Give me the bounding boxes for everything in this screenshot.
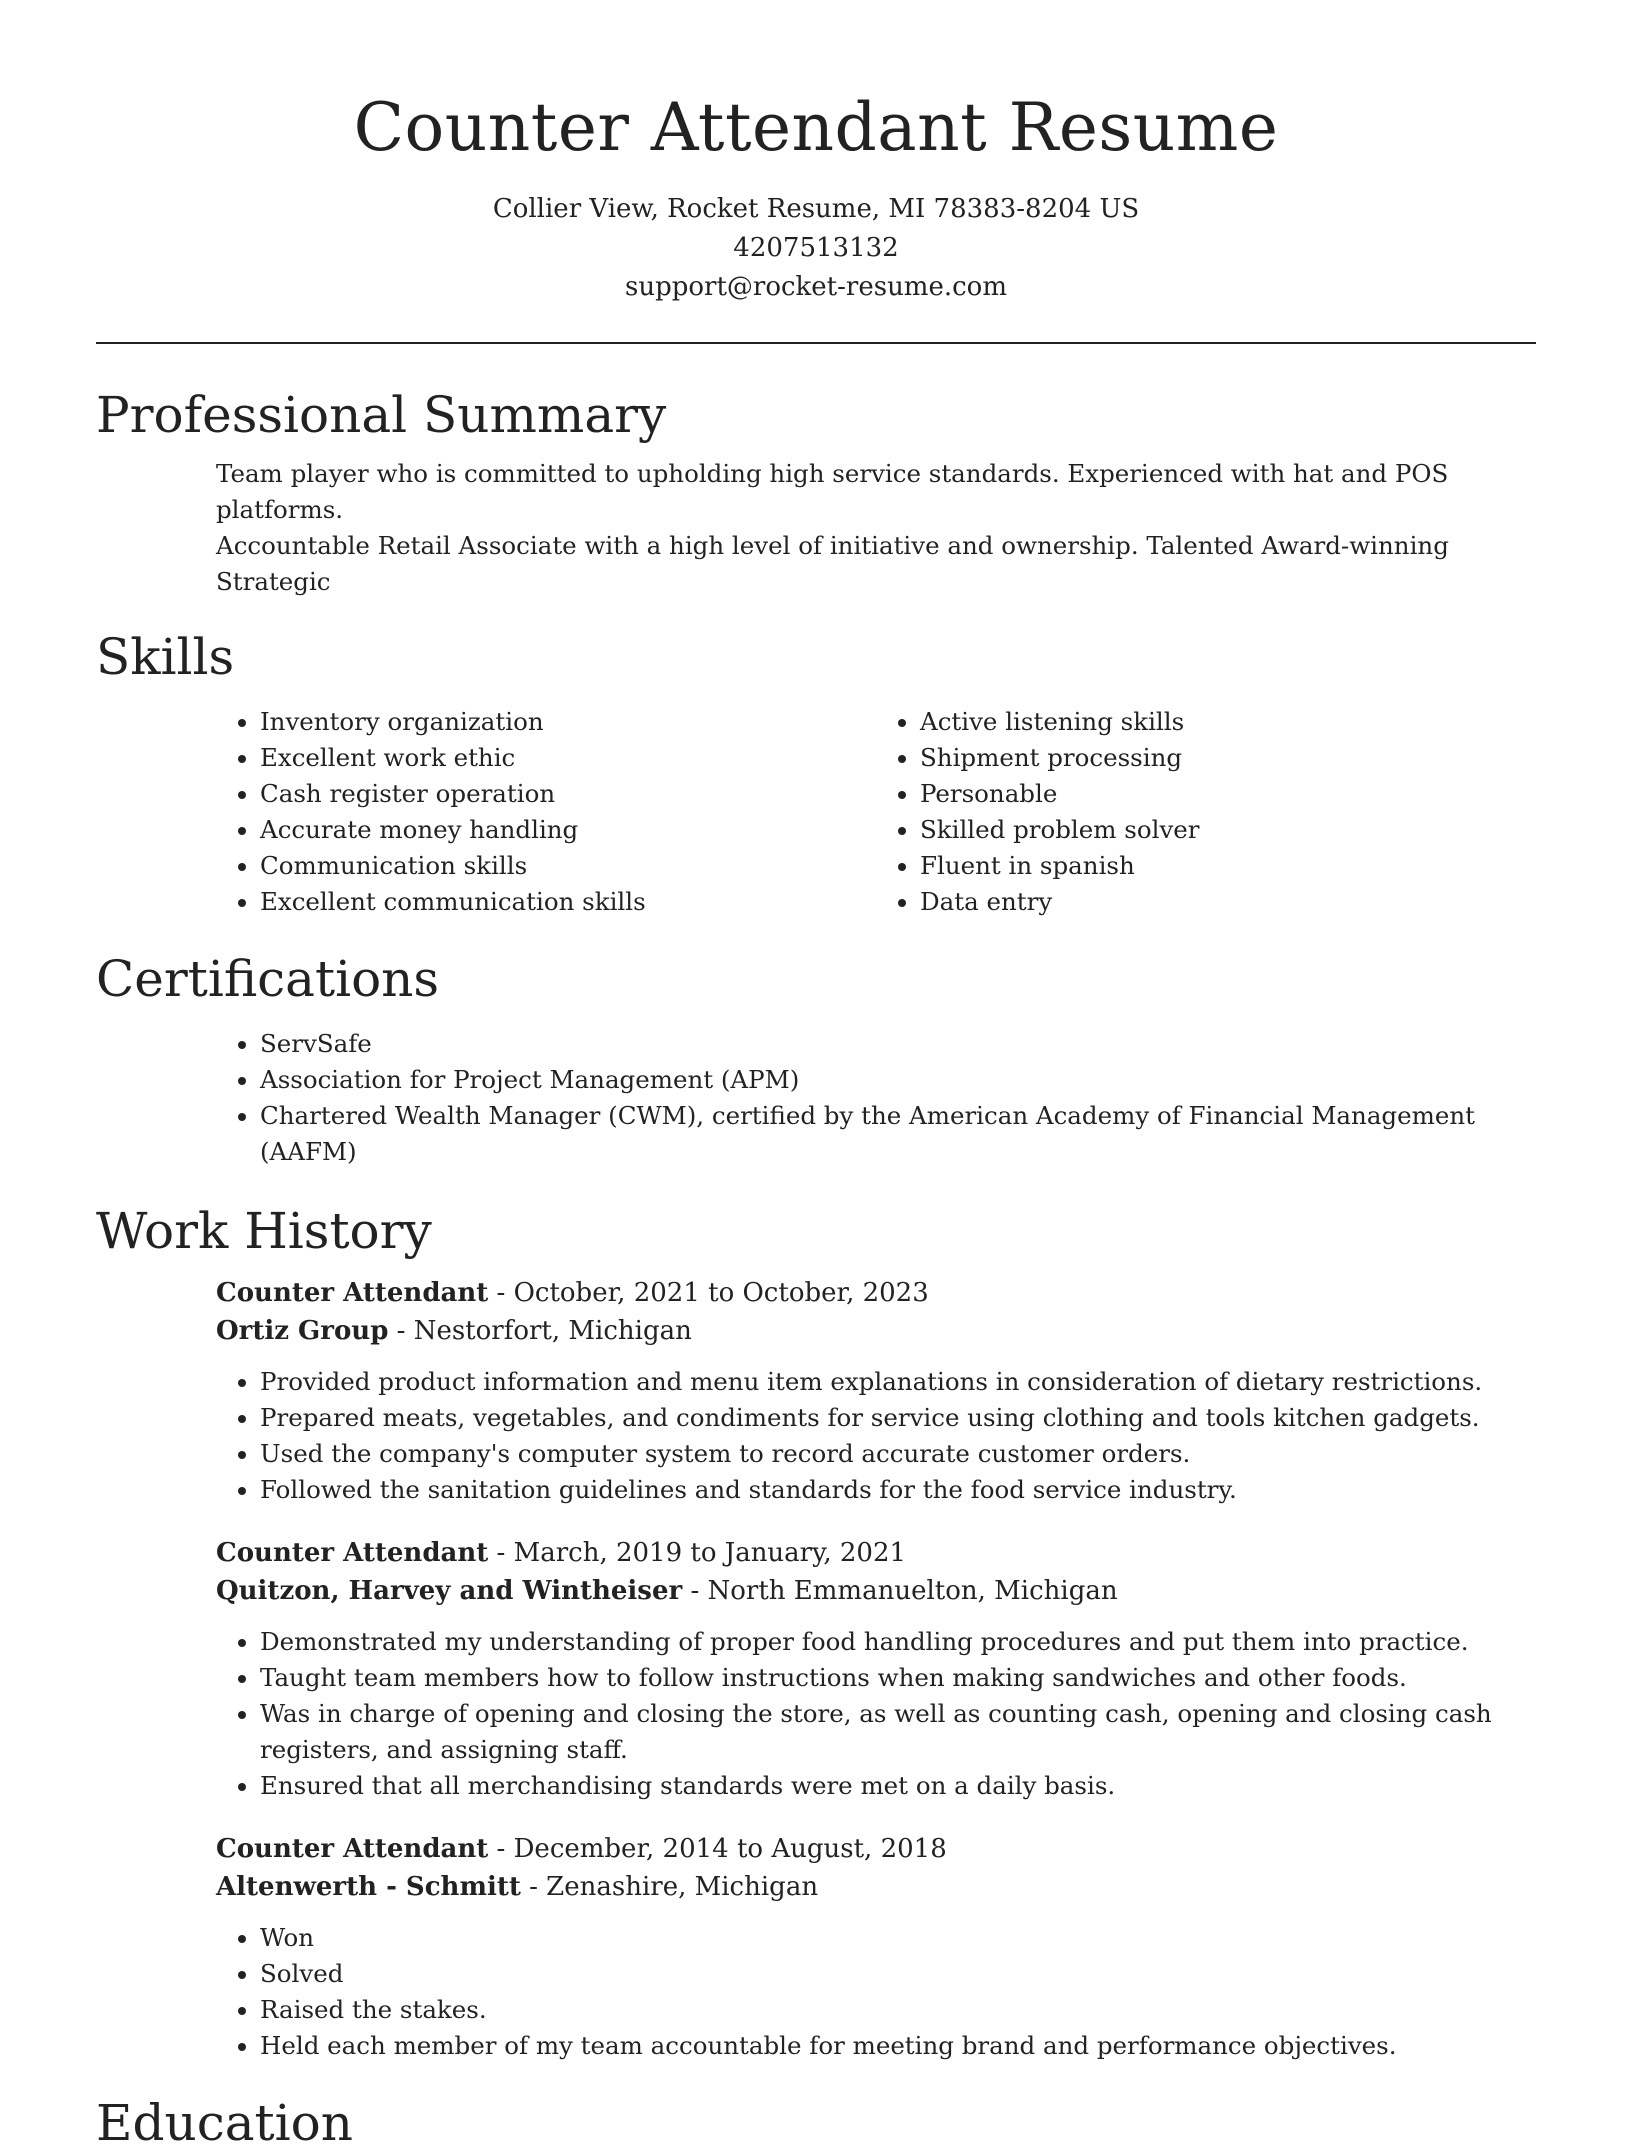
job-bullet: • Followed the sanitation guidelines and standards for the food service industry. [260, 1472, 1536, 1508]
skill-item: • Cash register operation [260, 776, 876, 812]
job-company-line [216, 1868, 1536, 1906]
job-title: Counter Attendant [216, 1538, 489, 1568]
skill-item: • Excellent communication skills [260, 884, 876, 920]
job-bullets [216, 1920, 1536, 2064]
job-entry [96, 1830, 1536, 2064]
summary-line: Accountable Retail Associate with a high level of initiative and ownership. Talented Award-winning Strategic [216, 531, 1449, 596]
job-dates: - October, 2021 to October, 2023 [488, 1278, 929, 1308]
job-bullet: • Was in charge of opening and closing the store, as well as counting cash, opening and closing cash registers, and assigning staff. [260, 1696, 1536, 1768]
job-location: - North Emmanuelton, Michigan [682, 1576, 1118, 1606]
skills-columns [96, 704, 1536, 920]
skill-item: • Excellent work ethic [260, 740, 876, 776]
skill-item: • Fluent in spanish [920, 848, 1536, 884]
contact-email: support@rocket-resume.com [624, 272, 1007, 302]
resume-header [0, 0, 1632, 307]
job-company: Quitzon, Harvey and Wintheiser [216, 1576, 683, 1606]
job-bullet: • Prepared meats, vegetables, and condiments for service using clothing and tools kitchen gadgets. [260, 1400, 1536, 1436]
summary-text [96, 456, 1536, 600]
certification-item: • ServSafe [260, 1026, 1536, 1062]
job-company: Altenwerth - Schmitt [216, 1872, 521, 1902]
skill-item: • Personable [920, 776, 1536, 812]
skills-list-right [876, 704, 1536, 920]
certification-item: • Association for Project Management (APM) [260, 1062, 1536, 1098]
summary-heading: Professional Summary [96, 386, 667, 444]
job-entry [96, 1534, 1536, 1804]
resume-content [96, 382, 1536, 2156]
job-title-line [216, 1534, 1536, 1572]
skills-section [96, 624, 1536, 920]
job-entry [96, 1274, 1536, 1508]
page-title: Counter Attendant Resume [353, 89, 1279, 166]
job-location: - Nestorfort, Michigan [388, 1316, 692, 1346]
education-section [96, 2090, 1536, 2156]
job-location: - Zenashire, Michigan [520, 1872, 819, 1902]
skill-item: • Communication skills [260, 848, 876, 884]
skill-item: • Skilled problem solver [920, 812, 1536, 848]
work-history-section [96, 1198, 1536, 2064]
skill-item: • Inventory organization [260, 704, 876, 740]
job-company-line [216, 1312, 1536, 1350]
job-title: Counter Attendant [216, 1834, 489, 1864]
skills-list-left [216, 704, 876, 920]
contact-phone: 4207513132 [733, 233, 899, 263]
job-bullet: • Provided product information and menu item explanations in consideration of dietary restrictions. [260, 1364, 1536, 1400]
job-bullet: • Solved [260, 1956, 1536, 1992]
job-bullets [216, 1364, 1536, 1508]
summary-section [96, 382, 1536, 600]
skill-item: • Data entry [920, 884, 1536, 920]
job-title-line [216, 1274, 1536, 1312]
certifications-heading: Certifications [96, 950, 440, 1008]
certifications-section [96, 946, 1536, 1170]
certifications-list [216, 1026, 1536, 1170]
job-bullet: • Raised the stakes. [260, 1992, 1536, 2028]
job-bullet: • Demonstrated my understanding of proper food handling procedures and put them into practice. [260, 1624, 1536, 1660]
summary-line: Team player who is committed to upholding high service standards. Experienced with hat and POS platforms. [216, 459, 1449, 524]
job-bullet: • Taught team members how to follow instructions when making sandwiches and other foods. [260, 1660, 1536, 1696]
education-heading: Education [96, 2094, 353, 2152]
job-bullet: • Held each member of my team accountable for meeting brand and performance objectives. [260, 2028, 1536, 2064]
job-dates: - March, 2019 to January, 2021 [488, 1538, 907, 1568]
skill-item: • Shipment processing [920, 740, 1536, 776]
job-company: Ortiz Group [216, 1316, 389, 1346]
job-dates: - December, 2014 to August, 2018 [488, 1834, 947, 1864]
job-bullet: • Won [260, 1920, 1536, 1956]
certification-item: • Chartered Wealth Manager (CWM), certified by the American Academy of Financial Management (AAFM) [260, 1098, 1536, 1170]
job-bullet: • Used the company's computer system to record accurate customer orders. [260, 1436, 1536, 1472]
job-company-line [216, 1572, 1536, 1610]
skill-item: • Active listening skills [920, 704, 1536, 740]
skills-heading: Skills [96, 628, 235, 686]
contact-address: Collier View, Rocket Resume, MI 78383-8204 US [492, 194, 1140, 224]
skill-item: • Accurate money handling [260, 812, 876, 848]
job-title-line [216, 1830, 1536, 1868]
certifications-body [96, 1026, 1536, 1170]
job-bullets [216, 1624, 1536, 1804]
job-bullet: • Ensured that all merchandising standards were met on a daily basis. [260, 1768, 1536, 1804]
header-divider [96, 342, 1536, 344]
job-title: Counter Attendant [216, 1278, 489, 1308]
work-history-heading: Work History [96, 1202, 432, 1260]
